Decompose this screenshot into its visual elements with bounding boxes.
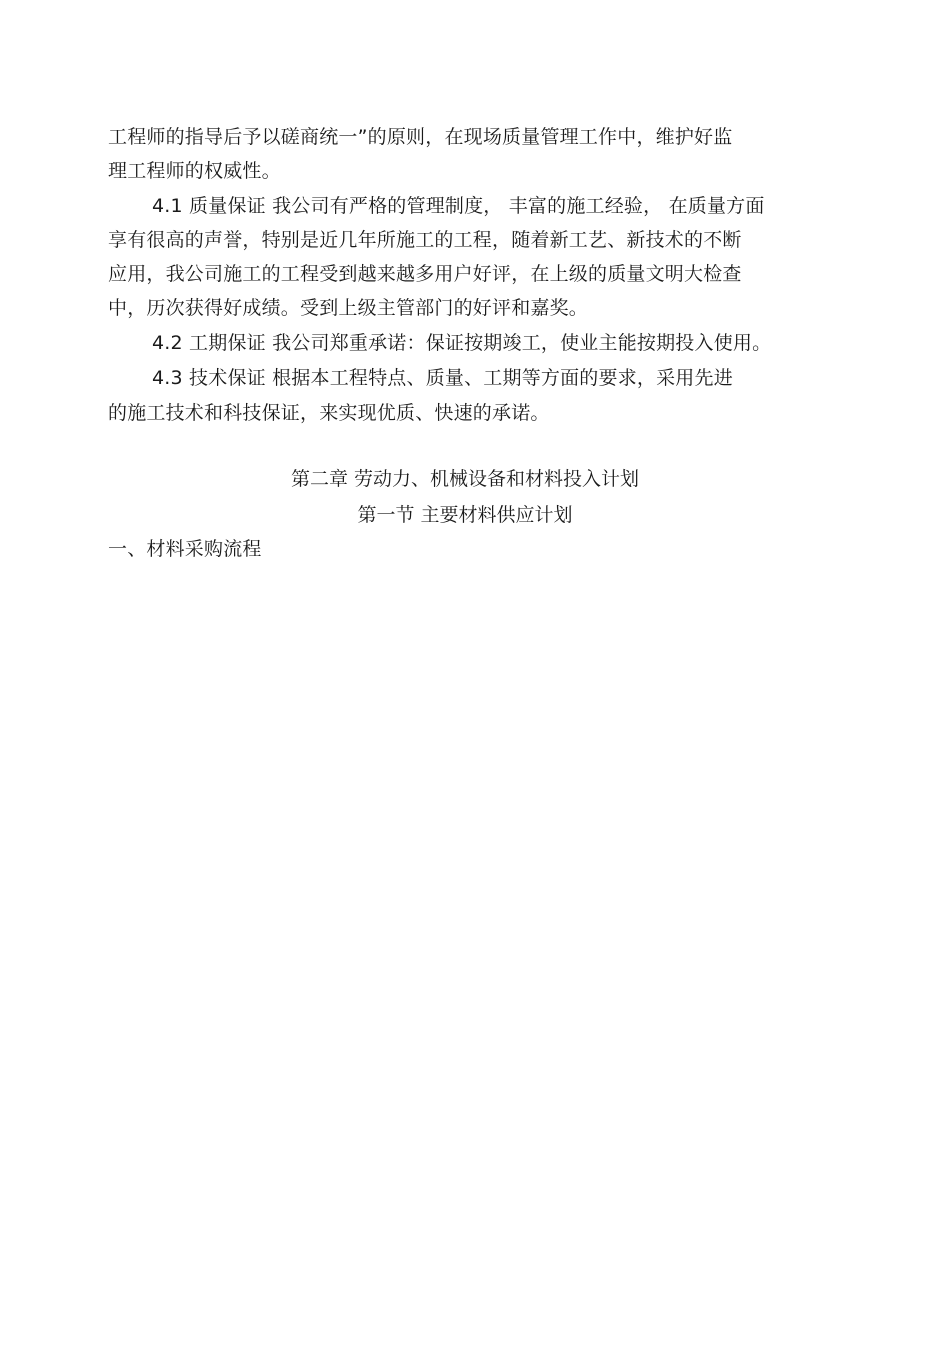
paragraph-line-2: 理工程师的权威性。 bbox=[108, 160, 281, 182]
paragraph-line-7: 4.2 工期保证 我公司郑重承诺：保证按期竣工，使业主能按期投入使用。 bbox=[152, 332, 772, 354]
paragraph-line-1: 工程师的指导后予以磋商统一”的原则，在现场质量管理工作中，维护好监 bbox=[108, 126, 733, 148]
paragraph-line-5: 应用，我公司施工的工程受到越来越多用户好评，在上级的质量文明大检查 bbox=[108, 263, 742, 285]
chapter-title: 第二章 劳动力、机械设备和材料投入计划 bbox=[290, 468, 640, 490]
paragraph-line-9: 的施工技术和科技保证，来实现优质、快速的承诺。 bbox=[108, 402, 550, 424]
paragraph-line-6: 中，历次获得好成绩。受到上级主管部门的好评和嘉奖。 bbox=[108, 297, 589, 319]
subsection-title: 一、材料采购流程 bbox=[108, 538, 262, 560]
paragraph-line-8: 4.3 技术保证 根据本工程特点、质量、工期等方面的要求，采用先进 bbox=[152, 367, 733, 389]
paragraph-line-3: 4.1 质量保证 我公司有严格的管理制度， 丰富的施工经验， 在质量方面 bbox=[152, 195, 765, 217]
paragraph-line-4: 享有很高的声誉，特别是近几年所施工的工程，随着新工艺、新技术的不断 bbox=[108, 229, 742, 251]
section-title: 第一节 主要材料供应计划 bbox=[357, 504, 573, 526]
